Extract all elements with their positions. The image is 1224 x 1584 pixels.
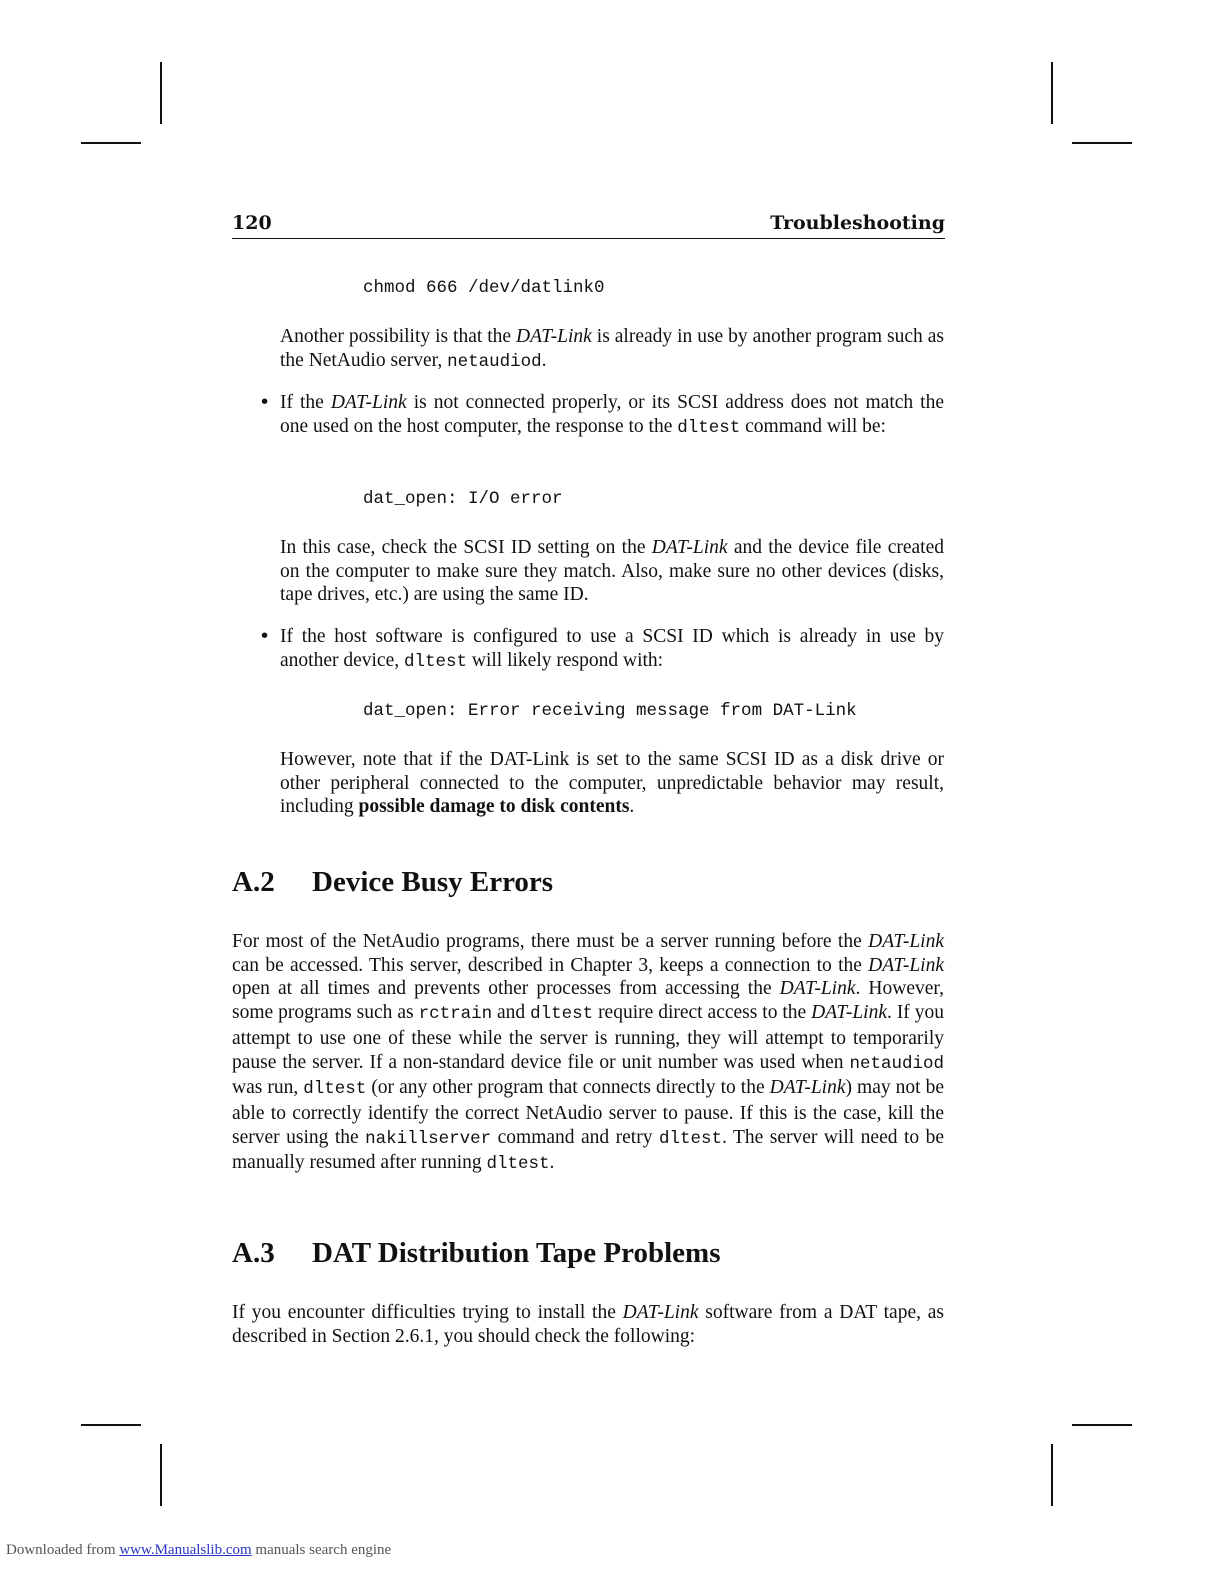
- dat-link-term: DAT-Link: [651, 537, 728, 558]
- bullet-item-scsi-conflict: If the host software is configured to use a SCSI ID which is already in use by another device, dltest will likely respond with:: [280, 626, 944, 672]
- command-nakillserver: nakillserver: [365, 1128, 492, 1149]
- page-header: [232, 208, 945, 239]
- bullet-marker: •: [259, 391, 271, 413]
- page-number: 120: [232, 212, 272, 234]
- crop-mark-top-left-horizontal: [81, 142, 141, 144]
- command-netaudiod: netaudiod: [849, 1053, 944, 1074]
- paragraph-device-busy: For most of the NetAudio programs, there must be a server running before the DAT-Link can be accessed. This server, described in Chapter 3, keeps a connection to the DAT-Link open at all times and prevents other processes from accessing the DAT-Link. However, some programs such as rctrain and dltest require direct access to the DAT-Link. If you attempt to use one of these while the server is running, they will attempt to temporarily pause the server. If a non-standard device file or unit number was used when netaudiod was run, dltest (or any other program that connects directly to the DAT-Link) may not be able to correctly identify the correct NetAudio server to pause. If this is the case, kill the server using the nakillserver command and retry dltest. The server will need to be manually resumed after running dltest.: [232, 931, 944, 1175]
- warning-emphasis: possible damage to disk contents: [358, 796, 630, 818]
- command-dltest: dltest: [403, 651, 467, 672]
- crop-mark-top-left-vertical: [160, 62, 162, 124]
- crop-mark-top-right-vertical: [1051, 62, 1053, 124]
- command-rctrain: rctrain: [418, 1004, 493, 1025]
- dat-link-term: DAT-Link: [622, 1302, 699, 1323]
- dat-link-term: DAT-Link: [330, 392, 407, 413]
- code-chmod: chmod 666 /dev/datlink0: [363, 278, 605, 298]
- paragraph-warning: However, note that if the DAT-Link is set to the same SCSI ID as a disk drive or other peripheral connected to the computer, unpredictable behavior may result, including possible damage to disk contents.: [280, 749, 944, 818]
- manualslib-link[interactable]: www.Manualslib.com: [119, 1542, 252, 1558]
- dat-link-term: DAT-Link: [516, 326, 592, 347]
- section-title: Device Busy Errors: [312, 866, 554, 898]
- paragraph-in-use: Another possibility is that the DAT-Link is already in use by another program such as the NetAudio server, netaudiod.: [280, 326, 944, 372]
- section-number: A.2: [232, 866, 275, 898]
- dat-link-term: DAT-Link: [868, 931, 944, 952]
- paragraph-tape-problems: If you encounter difficulties trying to install the DAT-Link software from a DAT tape, as described in Section 2.6.1, you should check the following:: [232, 1302, 944, 1347]
- section-title: DAT Distribution Tape Problems: [312, 1237, 721, 1269]
- dat-link-term: DAT-Link: [769, 1077, 846, 1099]
- section-number: A.3: [232, 1237, 275, 1269]
- command-dltest: dltest: [303, 1079, 367, 1100]
- download-footer: Downloaded from www.Manualslib.com manuals search engine: [6, 1542, 392, 1558]
- code-io-error: dat_open: I/O error: [363, 489, 563, 509]
- crop-mark-bottom-right-horizontal: [1072, 1424, 1132, 1426]
- dat-link-term: DAT-Link: [779, 978, 856, 1000]
- command-dltest: dltest: [658, 1128, 722, 1149]
- command-netaudiod: netaudiod: [447, 351, 542, 372]
- crop-mark-bottom-right-vertical: [1051, 1444, 1053, 1506]
- bullet-marker: •: [259, 625, 271, 647]
- crop-mark-top-right-horizontal: [1072, 142, 1132, 144]
- command-dltest: dltest: [530, 1004, 594, 1025]
- command-dltest: dltest: [486, 1154, 550, 1175]
- crop-mark-bottom-left-horizontal: [81, 1424, 141, 1426]
- chapter-title: Troubleshooting: [770, 212, 945, 234]
- paragraph-check-scsi: In this case, check the SCSI ID setting on the DAT-Link and the device file created on the computer to make sure they match. Also, make sure no other devices (disks, tape drives, etc.) are using the same ID.: [280, 537, 944, 606]
- command-dltest: dltest: [677, 417, 741, 438]
- dat-link-term: DAT-Link: [811, 1002, 887, 1024]
- bullet-item-not-connected: If the DAT-Link is not connected properly, or its SCSI address does not match the one used on the host computer, the response to the dltest command will be:: [280, 392, 944, 438]
- crop-mark-bottom-left-vertical: [160, 1444, 162, 1506]
- dat-link-term: DAT-Link: [868, 954, 944, 976]
- code-receive-error: dat_open: Error receiving message from DAT-Link: [363, 701, 857, 721]
